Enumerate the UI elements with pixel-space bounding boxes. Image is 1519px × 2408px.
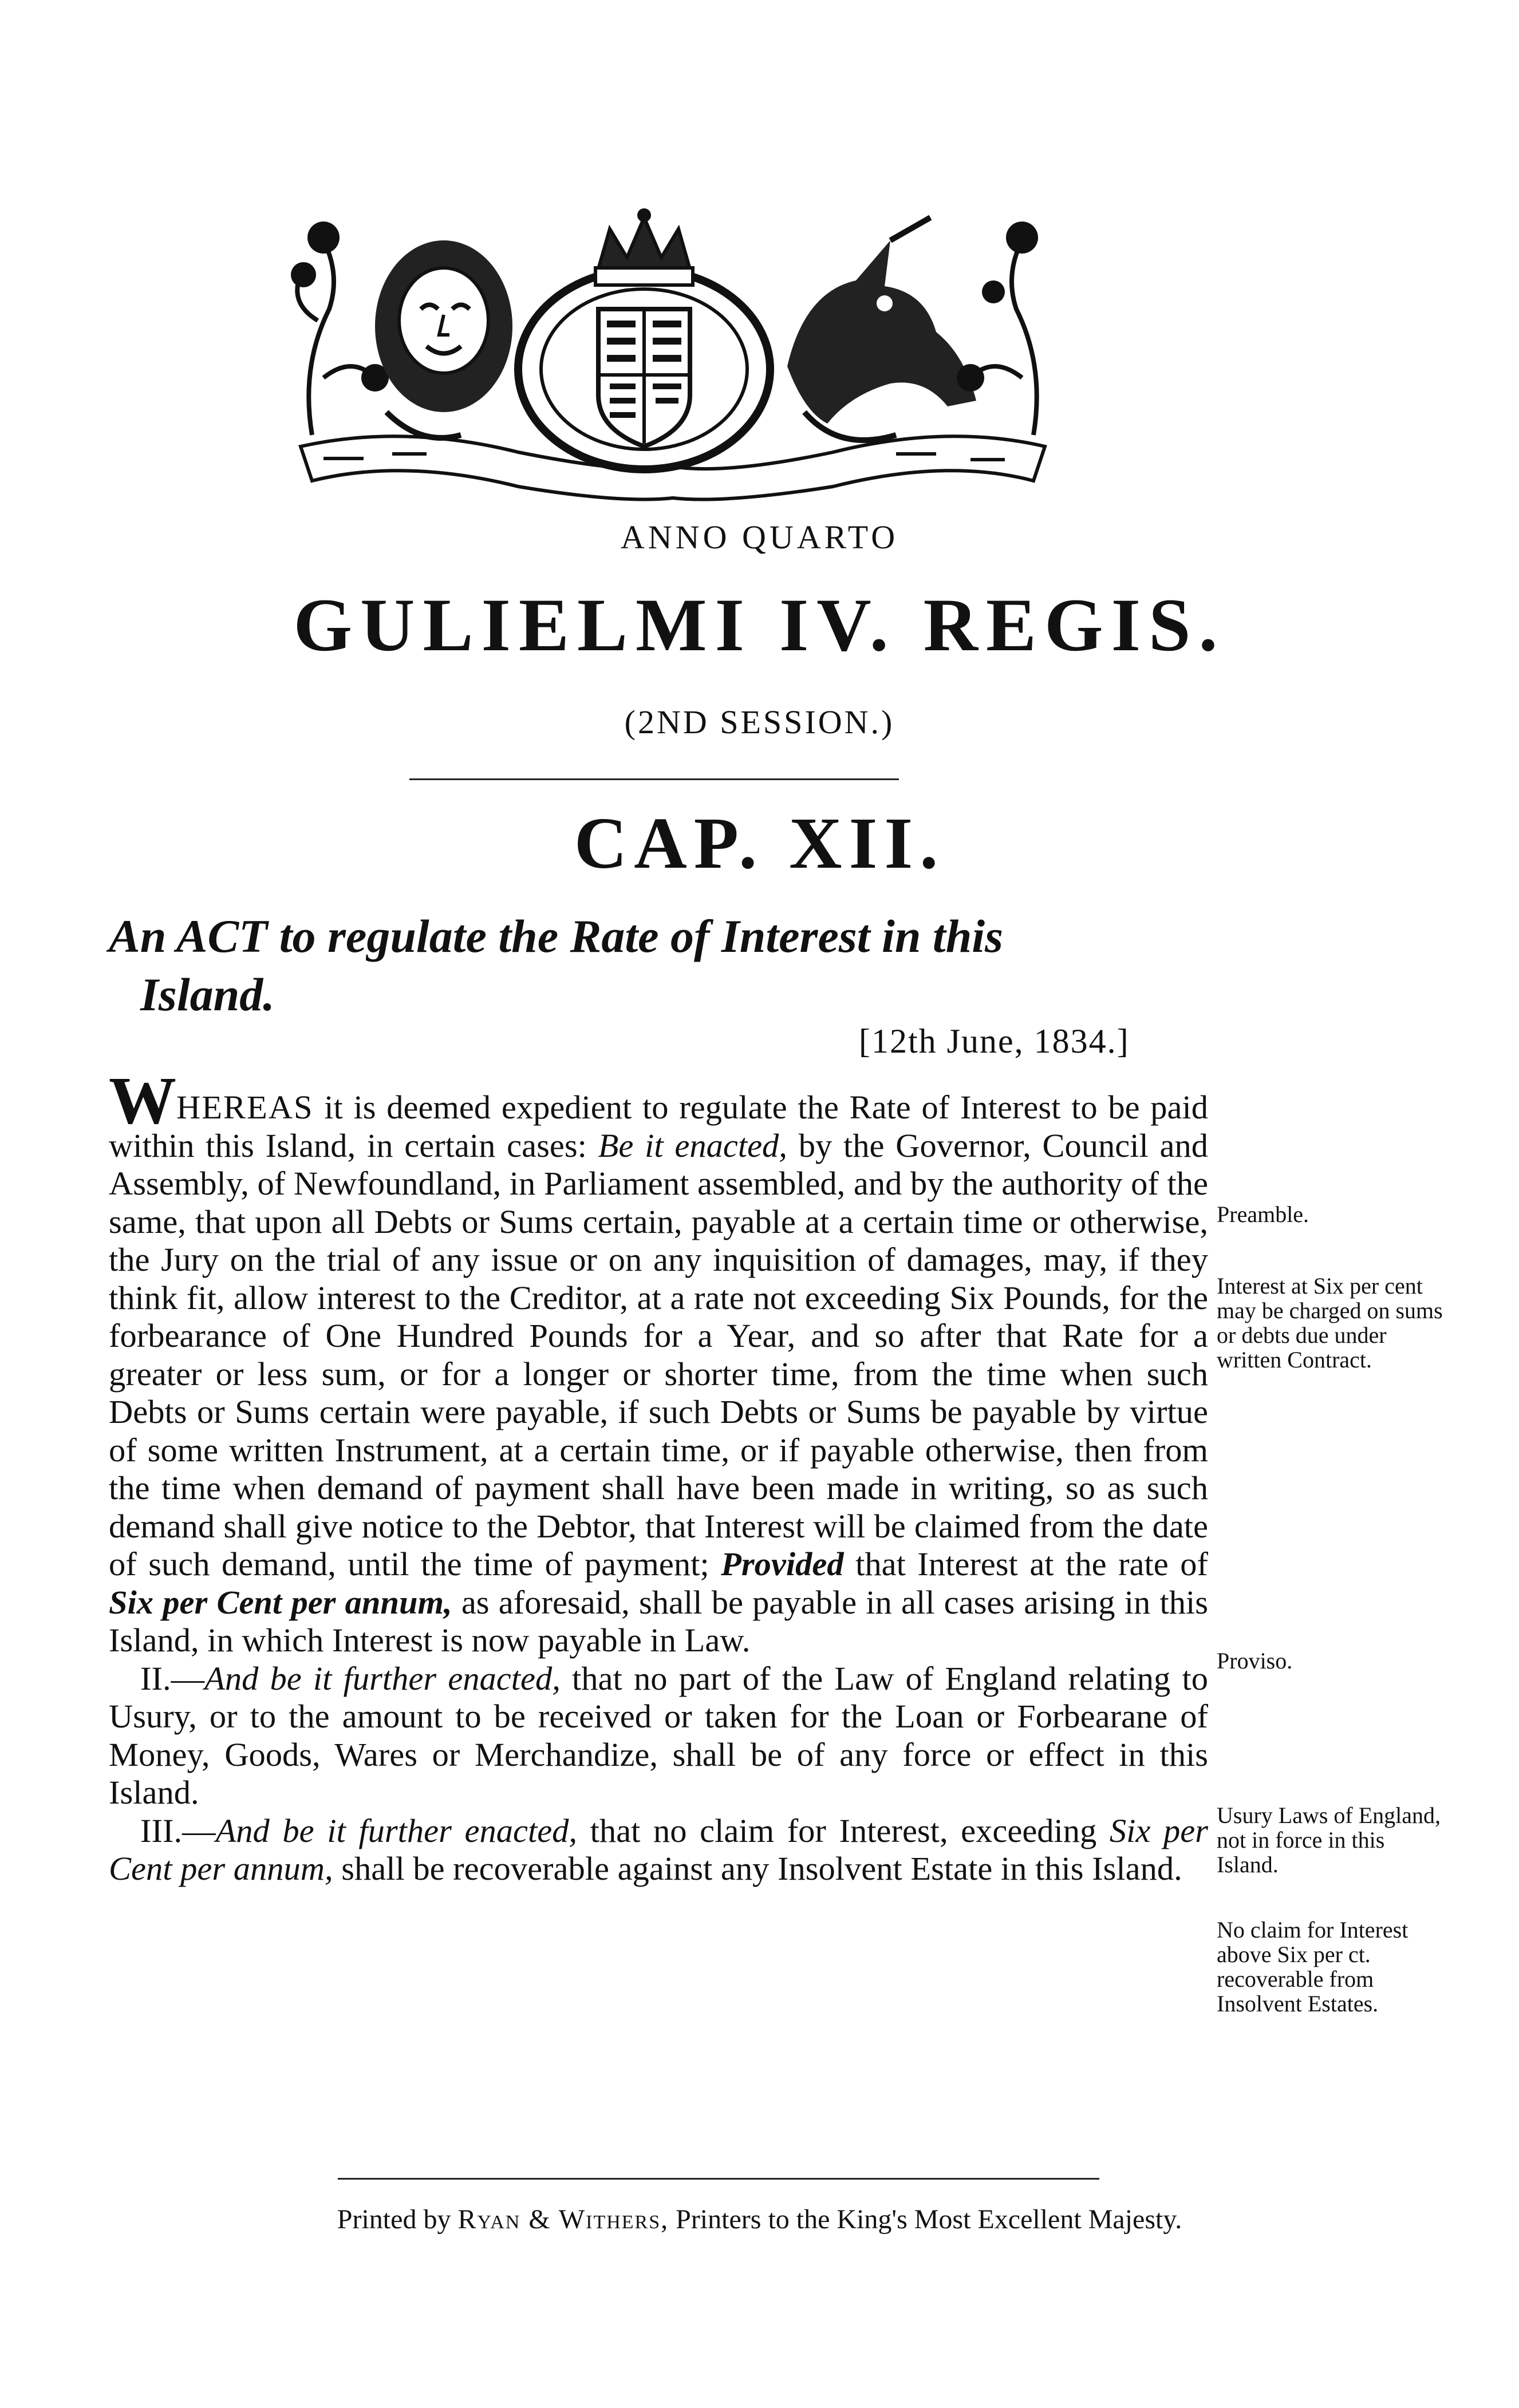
italic-run: And be it further enacted, — [204, 1659, 561, 1697]
text-run: that no part of the Law of England relating to Usury, or to the amount to be received or taken for the Loan or Forbearane of Money, Goods, Wares or Merchandize, shall be of any force or effect in this Island. — [109, 1659, 1208, 1811]
act-date: [12th June, 1834.] — [859, 1022, 1130, 1060]
footer-divider — [338, 2178, 1099, 2180]
imprint-suffix: Printers to the King's Most Excellent Majesty. — [669, 2204, 1182, 2235]
section-number: II.— — [140, 1659, 205, 1697]
whereas-lead: HEREAS — [176, 1089, 314, 1126]
margin-note-interest-rate: Interest at Six per cent may be charged on sums or debts due under written Contract. — [1217, 1273, 1443, 1373]
session-subheading: (2ND SESSION.) — [624, 703, 895, 741]
act-title-line-1: An ACT to regulate the Rate of Interest in this — [109, 910, 1004, 962]
italic-run: Six per Cent per annum, — [109, 1583, 452, 1621]
text-run: as aforesaid, shall be payable in all cases arising in this Island, in which Interest is now payable in Law. — [109, 1583, 1208, 1659]
chapter-heading: CAP. XII. — [574, 802, 945, 884]
imprint-prefix: Printed by — [337, 2204, 458, 2235]
imprint-printers: Ryan & Withers, — [457, 2204, 669, 2235]
margin-note-insolvent-estates: No claim for Interest above Six per ct. recoverable from Insolvent Estates. — [1217, 1917, 1408, 2016]
anno-quarto-heading: ANNO QUARTO — [620, 519, 899, 556]
text-run: it is deemed expedient to regulate the Rate of Interest to be paid within this Island, in certain cases: — [109, 1089, 1208, 1164]
italic-run: And be it further enacted, — [215, 1812, 578, 1849]
margin-note-proviso: Proviso. — [1217, 1648, 1293, 1674]
header-divider — [409, 778, 899, 780]
printer-imprint — [0, 2204, 1519, 2235]
act-body — [109, 1063, 1208, 1888]
text-run: that no claim for Interest, exceeding — [577, 1812, 1110, 1849]
act-title — [109, 907, 1225, 1024]
italic-run: Provided — [721, 1545, 844, 1583]
text-run: that Interest at the rate of — [843, 1545, 1208, 1583]
section-three-paragraph — [109, 1812, 1208, 1888]
text-run: shall be recoverable against any Insolvent Estate in this Island. — [333, 1850, 1182, 1887]
royal-coat-of-arms — [289, 206, 1056, 504]
margin-note-preamble: Preamble. — [1217, 1201, 1309, 1227]
italic-run: Be it enacted, — [598, 1126, 787, 1164]
section-two-paragraph — [109, 1660, 1208, 1812]
margin-note-usury-laws: Usury Laws of England, not in force in this Island. — [1217, 1802, 1441, 1877]
preamble-paragraph — [109, 1063, 1208, 1660]
text-run: by the Governor, Council and Assembly, of Newfoundland, in Parliament assembled, and by the authority of the same, that upon all Debts or Sums certain, payable at a certain time or otherwise, the Jury on the trial of any issue or on any inquisition of damages, may, if they think fit, allow interest to the Creditor, at a rate not exceeding Six Pounds, for the forbearance of One Hundred Pounds for a Year, and so after that Rate for a greater or less sum, or for a longer or shorter time, from the time when such Debts or Sums certain were payable, if such Debts or Sums be payable by virtue of some written Instrument, at a certain time, or if payable otherwise, then from the time when demand of payment shall have been made in writing, so as such demand shall give notice to the Debtor, that Interest will be claimed from the date of such demand, until the time of payment; — [109, 1126, 1208, 1583]
italic-run: Six per Cent per annum, — [109, 1812, 1208, 1887]
gulielmi-regis-heading: GULIELMI IV. REGIS. — [293, 583, 1226, 667]
act-title-line-2: Island. — [140, 968, 275, 1021]
section-number: III.— — [140, 1812, 216, 1849]
drop-cap: W — [109, 1063, 176, 1138]
